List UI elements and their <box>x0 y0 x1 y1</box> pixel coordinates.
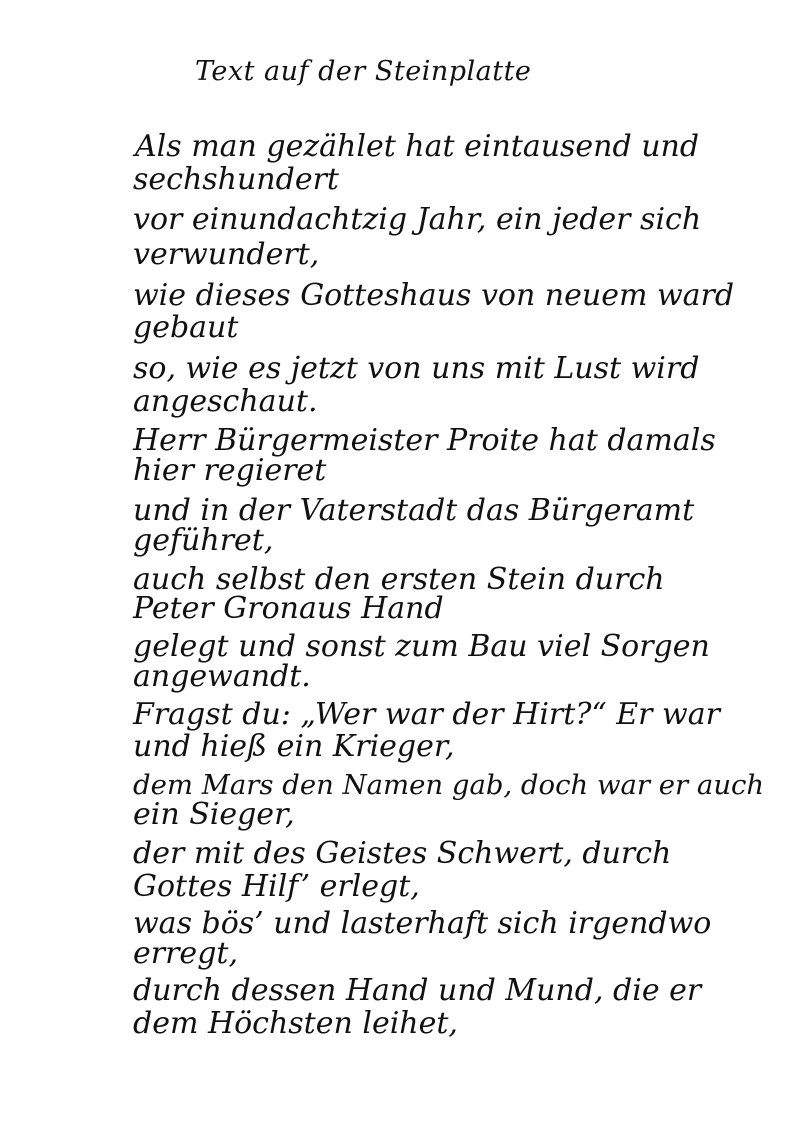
poem-line: hier regieret <box>133 453 327 488</box>
poem-line: ein Sieger, <box>133 797 295 832</box>
poem-line: dem Mars den Namen gab, doch war er auch <box>133 769 765 801</box>
poem-line: verwundert, <box>133 237 320 272</box>
poem-line: Als man gezählet hat eintausend und <box>135 129 700 164</box>
poem-line: vor einundachtzig Jahr, ein jeder sich <box>133 202 702 237</box>
poem-line: angeschaut. <box>133 384 318 419</box>
poem-line: Peter Gronaus Hand <box>133 591 444 626</box>
poem-line: Herr Bürgermeister Proite hat damals <box>133 423 716 458</box>
poem-line: und in der Vaterstadt das Bürgeramt <box>133 493 695 528</box>
poem-line: gelegt und sonst zum Bau viel Sorgen <box>133 629 710 664</box>
poem-line: durch dessen Hand und Mund, die er <box>133 973 702 1008</box>
poem-line: gebaut <box>133 310 239 345</box>
poem-line: so, wie es jetzt von uns mit Lust wird <box>133 351 700 386</box>
poem-line: erregt, <box>133 936 238 971</box>
poem-line: geführet, <box>133 523 274 558</box>
poem-line: angewandt. <box>133 659 311 694</box>
poem-line: und hieß ein Krieger, <box>133 729 455 764</box>
poem-line: dem Höchsten leihet, <box>133 1006 458 1041</box>
poem-line: Fragst du: „Wer war der Hirt?“ Er war <box>133 697 720 732</box>
poem-line: auch selbst den ersten Stein durch <box>133 562 665 597</box>
poem-line: wie dieses Gotteshaus von neuem ward <box>133 278 735 313</box>
page-title: Text auf der Steinplatte <box>195 56 532 87</box>
poem-line: was bös’ und lasterhaft sich irgendwo <box>133 906 712 941</box>
poem-line: der mit des Geistes Schwert, durch <box>133 836 672 871</box>
poem-line: Gottes Hilf’ erlegt, <box>133 869 420 904</box>
poem-line: sechshundert <box>133 162 339 197</box>
